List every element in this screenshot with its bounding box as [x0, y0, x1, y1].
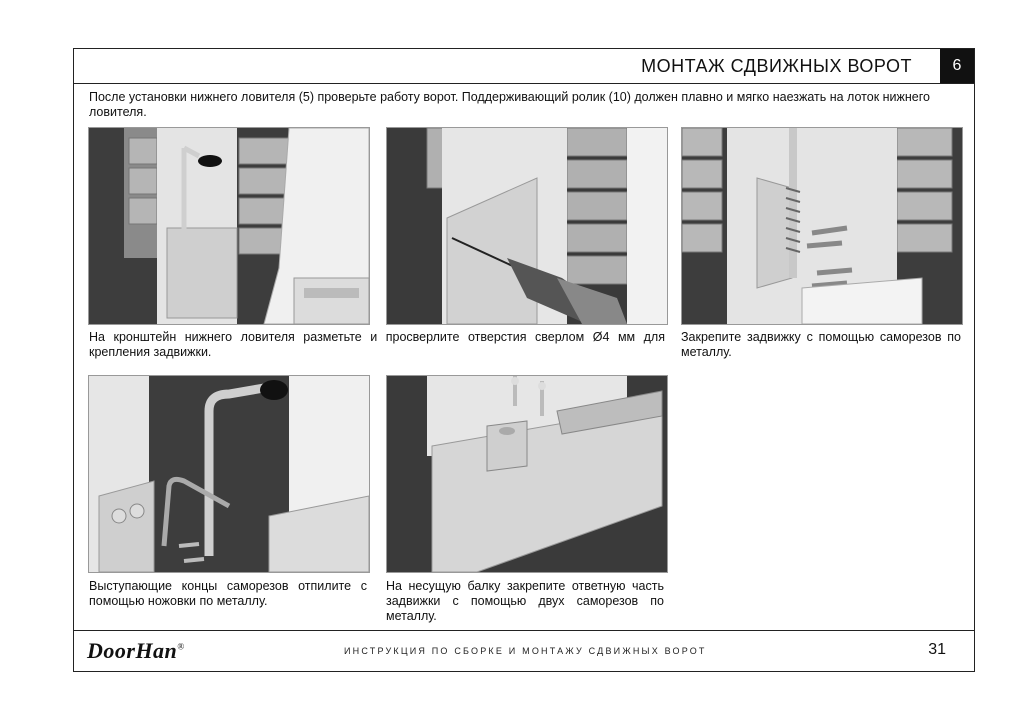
screws-fastening-icon — [682, 128, 962, 324]
section-title: МОНТАЖ СДВИЖНЫХ ВОРОТ — [641, 56, 912, 76]
figure-counter-part — [386, 375, 668, 573]
caption-step-drill: На кронштейн нижнего ловителя разметьте и просверлите отверстия сверлом Ø4 мм для крепления задвижки. — [89, 330, 665, 359]
caption-step-counter: На несущую балку закрепите ответную часть задвижки с помощью двух саморезов по металлу. — [386, 579, 664, 623]
doorhan-logo — [87, 638, 185, 664]
logo-text: DoorHan — [87, 638, 178, 663]
footer-caption: ИНСТРУКЦИЯ ПО СБОРКЕ И МОНТАЖУ СДВИЖНЫХ ВОРОТ — [344, 646, 707, 656]
latch-on-bracket-icon — [89, 128, 369, 324]
section-number-badge: 6 — [940, 49, 974, 83]
figure-hacksaw — [88, 375, 370, 573]
intro-paragraph: После установки нижнего ловителя (5) проверьте работу ворот. Поддерживающий ролик (10) должен плавно и мягко наезжать на лоток нижнего ловителя. — [89, 90, 930, 119]
counter-part-on-beam-icon — [387, 376, 667, 572]
caption-step-saw: Выступающие концы саморезов отпилите с помощью ножовки по металлу. — [89, 579, 367, 608]
trademark-mark: ® — [177, 641, 185, 652]
figure-latch-bracket — [88, 127, 370, 325]
hacksaw-cutting-icon — [89, 376, 369, 572]
footer-bar — [74, 630, 974, 671]
drilling-holes-icon — [387, 128, 667, 324]
page-frame — [73, 48, 975, 672]
page-number: 31 — [928, 641, 946, 658]
figure-screws — [681, 127, 963, 325]
figure-drilling — [386, 127, 668, 325]
header-bar — [74, 49, 974, 84]
caption-step-fasten: Закрепите задвижку с помощью саморезов по металлу. — [681, 330, 961, 359]
